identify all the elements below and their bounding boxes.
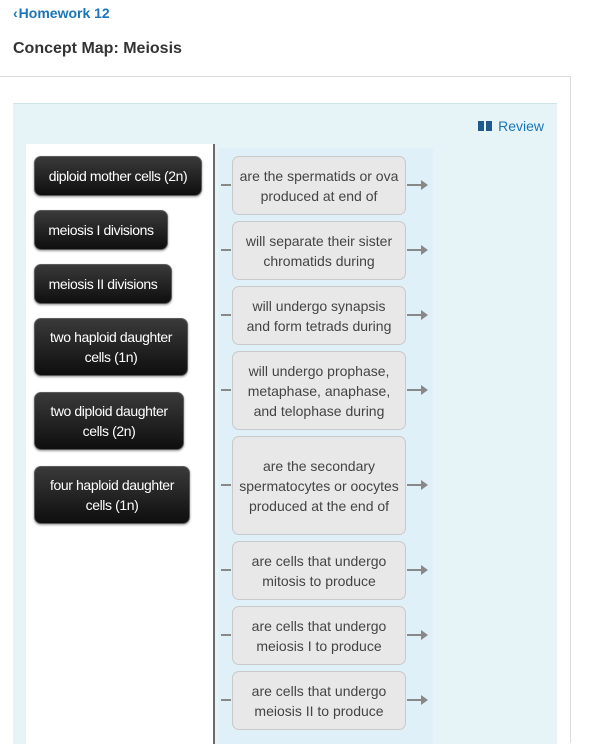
link-box[interactable]: are cells that undergo meiosis I to produce bbox=[232, 606, 406, 665]
arrow-right-icon bbox=[407, 694, 428, 706]
terms-divider-line bbox=[213, 144, 215, 744]
term-meiosis-i-divisions[interactable]: meiosis I divisions bbox=[34, 210, 168, 250]
term-four-haploid-daughter-cells[interactable]: four haploid daughter cells (1n) bbox=[34, 466, 190, 524]
link-box[interactable]: are the spermatids or ova produced at end of bbox=[232, 156, 406, 215]
arrow-right-icon bbox=[407, 244, 428, 256]
arrow-right-icon bbox=[407, 309, 428, 321]
term-meiosis-ii-divisions[interactable]: meiosis II divisions bbox=[34, 264, 172, 304]
link-box[interactable]: are cells that undergo meiosis II to produce bbox=[232, 671, 406, 730]
term-two-haploid-daughter-cells[interactable]: two haploid daughter cells (1n) bbox=[34, 318, 188, 376]
page-title: Concept Map: Meiosis bbox=[13, 40, 182, 57]
back-link-homework[interactable] bbox=[13, 5, 110, 21]
link-connector-left bbox=[221, 389, 231, 391]
term-diploid-mother-cells[interactable]: diploid mother cells (2n) bbox=[34, 156, 202, 196]
book-icon bbox=[478, 121, 492, 131]
concept-map-panel bbox=[13, 103, 557, 744]
link-box[interactable]: will undergo synapsis and form tetrads during bbox=[232, 286, 406, 345]
header-divider bbox=[0, 76, 570, 77]
arrow-right-icon bbox=[407, 564, 428, 576]
link-connector-left bbox=[221, 569, 231, 571]
link-connector-left bbox=[221, 184, 231, 186]
chevron-left-icon: ‹ bbox=[13, 5, 18, 21]
link-connector-left bbox=[221, 634, 231, 636]
link-box[interactable]: will undergo prophase, metaphase, anaphase, and telophase during bbox=[232, 351, 406, 430]
review-label: Review bbox=[498, 118, 544, 134]
link-box[interactable]: are cells that undergo mitosis to produce bbox=[232, 541, 406, 600]
link-connector-left bbox=[221, 484, 231, 486]
arrow-right-icon bbox=[407, 479, 428, 491]
content-right-border bbox=[570, 76, 571, 743]
arrow-right-icon bbox=[407, 629, 428, 641]
arrow-right-icon bbox=[407, 384, 428, 396]
link-connector-left bbox=[221, 699, 231, 701]
arrow-right-icon bbox=[407, 179, 428, 191]
link-box[interactable]: are the secondary spermatocytes or oocytes produced at the end of bbox=[232, 436, 406, 535]
link-connector-left bbox=[221, 314, 231, 316]
review-button[interactable] bbox=[478, 118, 544, 134]
link-connector-left bbox=[221, 249, 231, 251]
term-two-diploid-daughter-cells[interactable]: two diploid daughter cells (2n) bbox=[34, 392, 184, 450]
link-box[interactable]: will separate their sister chromatids during bbox=[232, 221, 406, 280]
back-link-label: Homework 12 bbox=[18, 5, 110, 21]
